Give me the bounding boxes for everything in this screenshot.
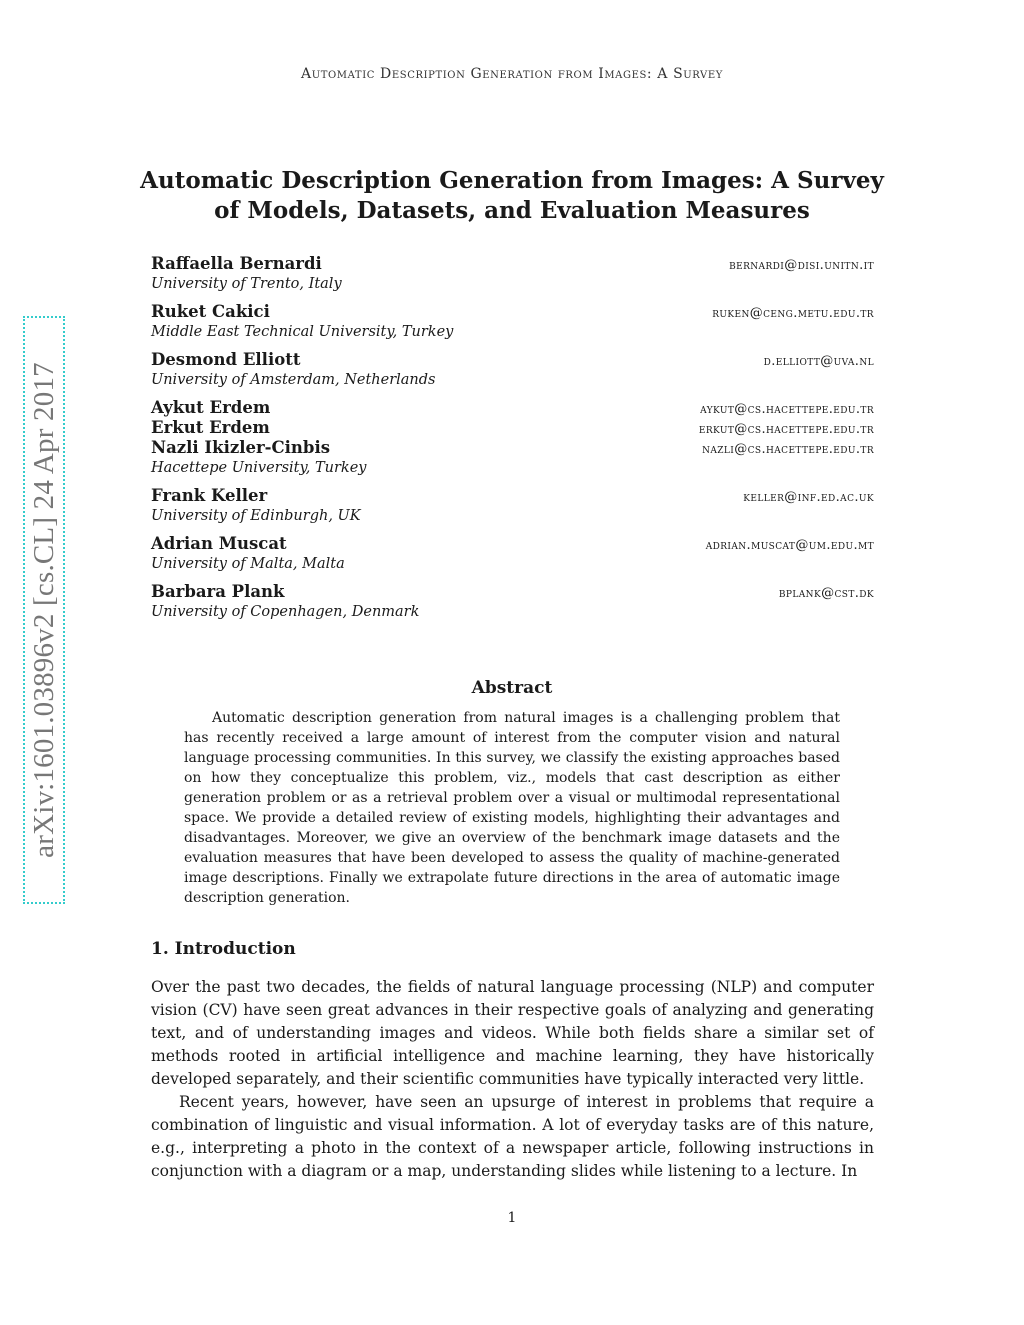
author-affiliation: Hacettepe University, Turkey xyxy=(151,460,367,476)
section-heading-introduction: 1. Introduction xyxy=(151,939,296,959)
abstract-text: Automatic description generation from natural images is a challenging problem that has recently received a large amount of interest from the computer vision and natural language processing communities. In this survey, we classify the existing approaches based on how they conceptualize this problem, viz., models that cast description as either generation problem or as a retrieval problem over a visual or multimodal representational space. We provide a detailed review of existing models, highlighting their advantages and disadvantages. Moreover, we give an overview of the benchmark image datasets and the evaluation measures that have been developed to assess the quality of machine-generated image descriptions. Finally we extrapolate future directions in the area of automatic image description generation. xyxy=(184,710,840,906)
author-row xyxy=(151,350,874,370)
author-row xyxy=(151,398,874,418)
paper-title: Automatic Description Generation from Images: A Survey of Models, Datasets, and Evaluation Measures xyxy=(140,167,884,224)
author-row xyxy=(151,418,874,438)
author-name: Ruket Cakici xyxy=(151,302,270,321)
author-affiliation: University of Trento, Italy xyxy=(151,276,342,292)
author-group xyxy=(151,582,874,622)
author-email[interactable]: ruken@ceng.metu.edu.tr xyxy=(712,306,874,321)
body-paragraph: Recent years, however, have seen an upsurge of interest in problems that require a combination of linguistic and visual information. A lot of everyday tasks are of this nature, e.g., interpreting a photo in the context of a newspaper article, following instructions in conjunction with a diagram or a map, understanding slides while listening to a lecture. In xyxy=(151,1093,874,1180)
author-group xyxy=(151,302,874,342)
author-email[interactable]: erkut@cs.hacettepe.edu.tr xyxy=(698,422,874,437)
abstract-heading: Abstract xyxy=(471,678,553,698)
author-affiliation: University of Amsterdam, Netherlands xyxy=(151,372,436,388)
author-email[interactable]: nazli@cs.hacettepe.edu.tr xyxy=(702,442,874,457)
author-email[interactable]: bernardi@disi.unitn.it xyxy=(729,258,874,273)
author-name: Erkut Erdem xyxy=(151,418,270,437)
arxiv-stamp[interactable]: arXiv:1601.03896v2 [cs.CL] 24 Apr 2017 xyxy=(23,316,65,904)
author-email[interactable]: d.elliott@uva.nl xyxy=(763,354,874,369)
author-email[interactable]: adrian.muscat@um.edu.mt xyxy=(705,538,874,553)
author-name: Aykut Erdem xyxy=(151,398,271,417)
author-name: Barbara Plank xyxy=(151,582,285,601)
author-email[interactable]: bplank@cst.dk xyxy=(778,586,874,601)
author-group xyxy=(151,486,874,526)
author-row xyxy=(151,486,874,506)
author-list xyxy=(151,254,874,630)
author-row xyxy=(151,302,874,322)
author-group xyxy=(151,350,874,390)
author-row xyxy=(151,582,874,602)
author-group xyxy=(151,534,874,574)
author-name: Desmond Elliott xyxy=(151,350,301,369)
author-affiliation: University of Malta, Malta xyxy=(151,556,345,572)
author-name: Adrian Muscat xyxy=(151,534,287,553)
running-head: Automatic Description Generation from Images: A Survey xyxy=(301,66,723,82)
author-row xyxy=(151,534,874,554)
author-group xyxy=(151,254,874,294)
author-row xyxy=(151,438,874,458)
author-email[interactable]: aykut@cs.hacettepe.edu.tr xyxy=(700,402,874,417)
author-affiliation: Middle East Technical University, Turkey xyxy=(151,324,454,340)
author-affiliation: University of Edinburgh, UK xyxy=(151,508,361,524)
author-email[interactable]: keller@inf.ed.ac.uk xyxy=(743,490,874,505)
author-name: Raffaella Bernardi xyxy=(151,254,322,273)
author-name: Frank Keller xyxy=(151,486,268,505)
author-name: Nazli Ikizler-Cinbis xyxy=(151,438,331,457)
author-affiliation: University of Copenhagen, Denmark xyxy=(151,604,420,620)
author-group xyxy=(151,398,874,478)
body-paragraph: Over the past two decades, the fields of natural language processing (NLP) and computer vision (CV) have seen great advances in their respective goals of analyzing and generating text, and of understanding images and videos. While both fields share a similar set of methods rooted in artificial intelligence and machine learning, they have historically developed separately, and their scientific communities have typically interacted very little. xyxy=(151,978,874,1088)
author-row xyxy=(151,254,874,274)
page-number: 1 xyxy=(507,1210,517,1226)
